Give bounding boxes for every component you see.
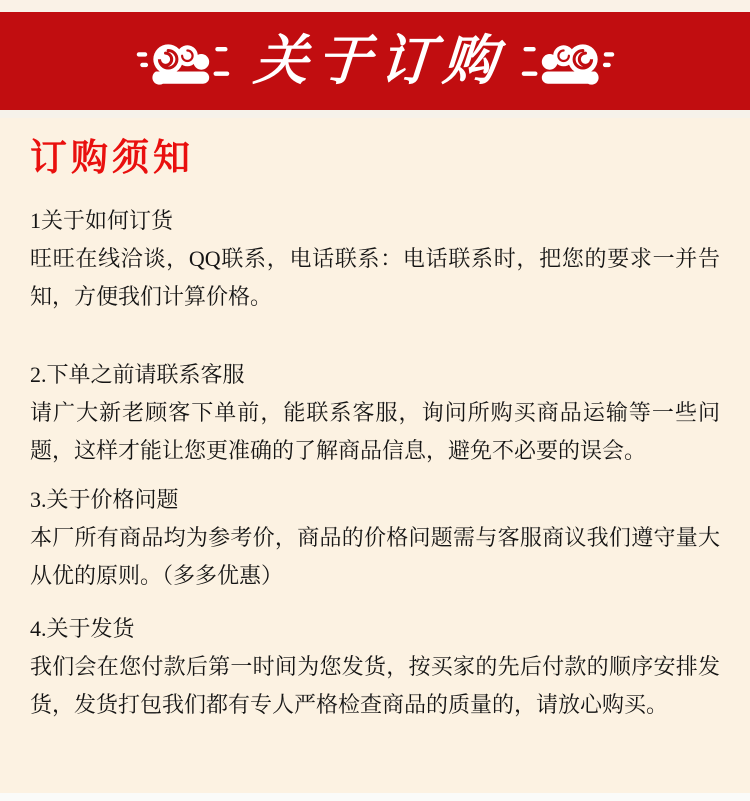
cloud-ornament-left-icon xyxy=(135,33,231,89)
notice-section-contact-service xyxy=(30,356,720,470)
notice-section-how-to-order xyxy=(30,202,720,316)
notice-section-pricing xyxy=(30,481,720,595)
notice-title: 订购须知 xyxy=(30,137,194,178)
top-margin-strip xyxy=(0,0,750,12)
cloud-ornament-right-icon xyxy=(520,33,616,89)
section-heading: 3.关于价格问题 xyxy=(30,487,179,512)
section-heading: 4.关于发货 xyxy=(30,616,135,641)
section-heading: 2.下单之前请联系客服 xyxy=(30,362,245,387)
section-body: 本厂所有商品均为参考价，商品的价格问题需与客服商议我们遵守量大从优的原则。（多多优惠） xyxy=(30,525,720,588)
section-body: 我们会在您付款后第一时间为您发货，按买家的先后付款的顺序安排发货，发货打包我们都有专人严格检查商品的质量的，请放心购买。 xyxy=(30,654,720,717)
banner-title: 关于订购 xyxy=(251,31,508,91)
banner xyxy=(0,12,750,110)
bottom-margin-strip xyxy=(0,793,750,801)
section-body: 请广大新老顾客下单前，能联系客服，询问所购买商品运输等一些问题，这样才能让您更准确的了解商品信息，避免不必要的误会。 xyxy=(30,400,720,463)
notice-panel xyxy=(0,118,750,793)
banner-divider-strip xyxy=(0,110,750,118)
section-body: 旺旺在线洽谈，QQ联系，电话联系：电话联系时，把您的要求一并告知，方便我们计算价格。 xyxy=(30,246,720,309)
notice-section-shipping xyxy=(30,610,720,724)
section-heading: 1关于如何订货 xyxy=(30,208,174,233)
